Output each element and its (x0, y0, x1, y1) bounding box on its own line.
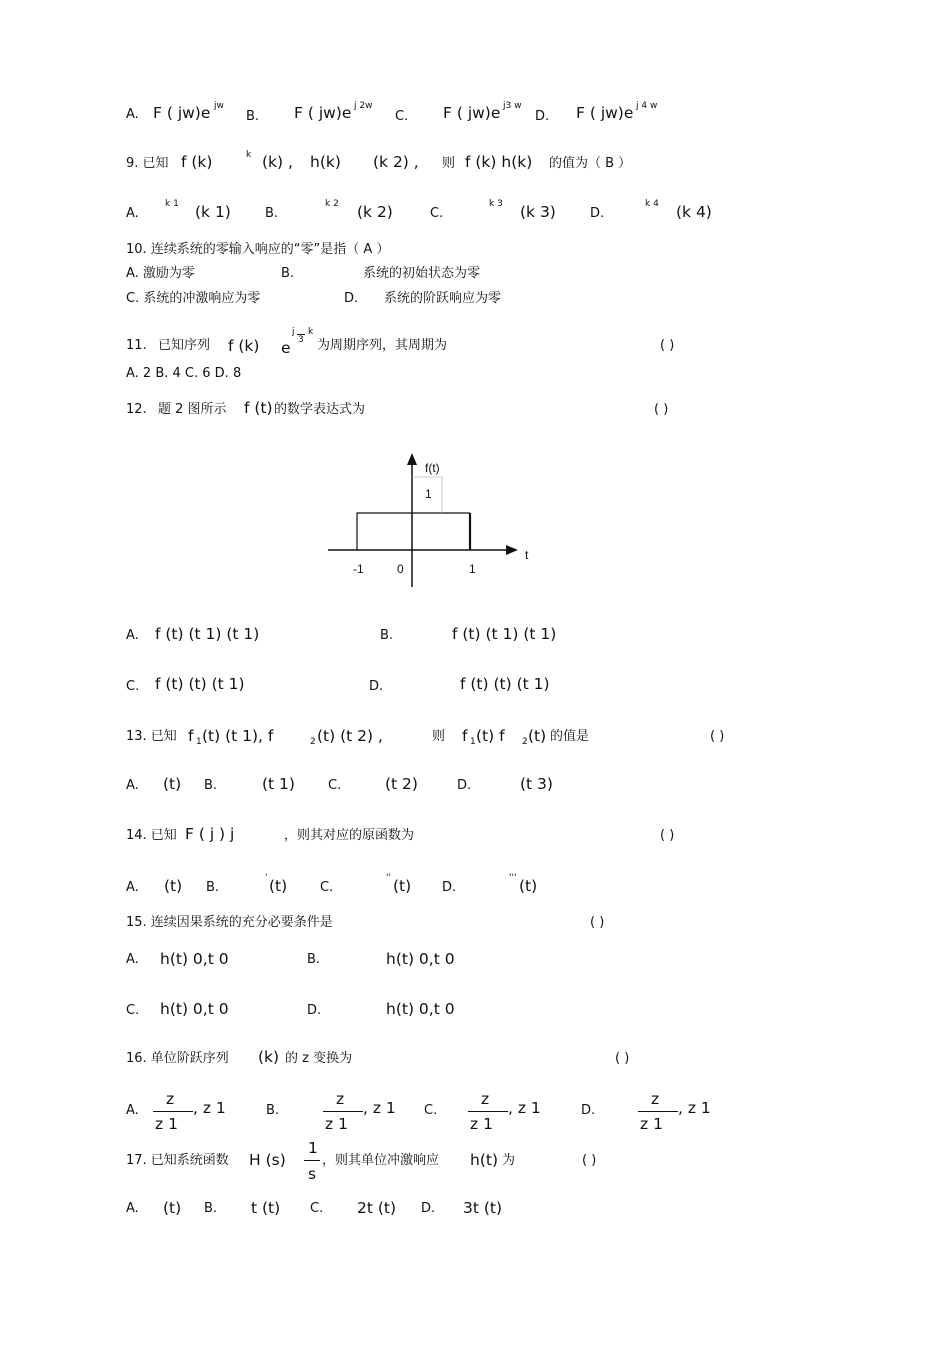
q13-option-a-letter: A. (126, 778, 139, 793)
q13-option-b-letter: B. (204, 778, 218, 793)
option-b-expr: F ( jw)e (294, 104, 352, 122)
q12-option-a-expr: f (t) (t 1) (t 1) (155, 625, 260, 643)
q13-conv-rest: (t) (528, 727, 547, 745)
q17-option-a-expr: (t) (163, 1199, 182, 1217)
q17-tail: 为 (502, 1153, 516, 1168)
q9-sup-k: k (246, 150, 252, 160)
option-c-expr: F ( jw)e (443, 104, 501, 122)
q9-option-c-arg: (k 3) (520, 203, 556, 221)
q16-option-c-letter: C. (424, 1103, 438, 1118)
q16-stem: 16. 单位阶跃序列 (126, 1051, 229, 1066)
q14-option-d-letter: D. (442, 880, 457, 895)
q16-option-b-num: z (336, 1090, 345, 1108)
q12-stem: 题 2 图所示 (158, 402, 227, 417)
q14-option-b-mark: ' (265, 873, 268, 883)
q14-tail: ，则其对应的原函数为 (284, 828, 415, 843)
q16-option-d-cond: , z 1 (678, 1099, 711, 1117)
q17-option-b-expr: t (t) (251, 1199, 281, 1217)
option-b-letter: B. (246, 109, 260, 124)
q13-f2-sub: 2 (310, 737, 316, 747)
q16-option-a-letter: A. (126, 1103, 139, 1118)
q10-stem: 10. 连续系统的零输入响应的“零”是指（ A ） (126, 242, 390, 257)
q16-option-d-den: z 1 (640, 1115, 663, 1133)
q15-option-c-letter: C. (126, 1003, 140, 1018)
q13-conv-f1: f (462, 727, 468, 745)
option-b-sup: j 2w (354, 101, 373, 111)
q9-fk: (k) , (262, 153, 293, 171)
q13-option-d-letter: D. (457, 778, 472, 793)
q9-option-d-sup: k 4 (645, 199, 659, 209)
q14-expr: F ( j ) j (185, 825, 235, 843)
q16-option-d-num: z (651, 1090, 660, 1108)
q15-option-d-expr: h(t) 0,t 0 (386, 1000, 455, 1018)
q9-f: f (k) (181, 153, 213, 171)
q11-known: 已知序列 (158, 338, 211, 353)
q12-option-c-expr: f (t) (t) (t 1) (155, 675, 245, 693)
q12-option-c-letter: C. (126, 679, 140, 694)
q11-number: 11. (126, 338, 147, 353)
q16-option-c-den: z 1 (470, 1115, 493, 1133)
q11-tail: 为周期序列，其周期为 (317, 338, 448, 353)
q15-answer-paren: ( ) (590, 915, 605, 930)
q14-option-c-letter: C. (320, 880, 334, 895)
q16-option-b-letter: B. (266, 1103, 280, 1118)
q14-option-b-letter: B. (206, 880, 220, 895)
q17-option-c-expr: 2t (t) (357, 1199, 397, 1217)
option-c-sup: j3 w (503, 101, 522, 111)
q16-option-a-cond: , z 1 (193, 1099, 226, 1117)
q11-exp-fraction-bar (297, 334, 305, 335)
q17-option-d-expr: 3t (t) (463, 1199, 503, 1217)
option-d-sup: j 4 w (636, 101, 658, 111)
x-axis-label: t (525, 548, 529, 562)
q9-option-c-letter: C. (430, 206, 444, 221)
q9-convolution: f (k) h(k) (465, 153, 533, 171)
q12-option-b-expr: f (t) (t 1) (t 1) (452, 625, 557, 643)
option-d-expr: F ( jw)e (576, 104, 634, 122)
q15-option-d-letter: D. (307, 1003, 322, 1018)
q12-option-a-letter: A. (126, 628, 139, 643)
q17-option-d-letter: D. (421, 1201, 436, 1216)
q13-option-c-letter: C. (328, 778, 342, 793)
q9-then: 则 (442, 156, 456, 171)
q12-f: f (t) (244, 399, 273, 417)
q13-option-d-expr: (t 3) (520, 775, 553, 793)
q16-option-b-fraction-bar (323, 1111, 363, 1112)
tick-neg1: -1 (353, 562, 364, 576)
q17-fraction-bar (304, 1160, 320, 1161)
q17-option-c-letter: C. (310, 1201, 324, 1216)
q17-prefix: 17. 已知系统函数 (126, 1153, 229, 1168)
q9-hk: (k 2) , (373, 153, 419, 171)
q9-h: h(k) (310, 153, 341, 171)
x-axis-arrow (506, 545, 518, 555)
q12-option-b-letter: B. (380, 628, 394, 643)
q11-exp-frac: 3 (298, 335, 304, 345)
q12-option-d-expr: f (t) (t) (t 1) (460, 675, 550, 693)
q15-option-a-letter: A. (126, 952, 139, 967)
q16-option-c-num: z (481, 1090, 490, 1108)
q16-tail: 的 z 变换为 (285, 1051, 353, 1066)
q13-option-b-expr: (t 1) (262, 775, 295, 793)
q16-option-d-letter: D. (581, 1103, 596, 1118)
q13-conv-f1-sub: 1 (470, 737, 476, 747)
q9-tail: 的值为（ B ） (549, 156, 632, 171)
level-label: 1 (425, 487, 432, 501)
q12-option-d-letter: D. (369, 679, 384, 694)
q13-f2-def: (t) (t 2) , (317, 727, 383, 745)
q10-option-b-text: 系统的初始状态为零 (363, 266, 481, 281)
q15-option-b-letter: B. (307, 952, 321, 967)
q11-exp-j: j (292, 327, 295, 337)
tick-0: 0 (397, 562, 404, 576)
q16-option-b-den: z 1 (325, 1115, 348, 1133)
q13-option-c-expr: (t 2) (385, 775, 418, 793)
q17-answer-paren: ( ) (582, 1153, 597, 1168)
option-d-letter: D. (535, 109, 550, 124)
q9-option-b-letter: B. (265, 206, 279, 221)
q17-ht: h(t) (470, 1151, 498, 1169)
q17-frac-den: s (308, 1165, 317, 1183)
q13-prefix: 13. 已知 (126, 729, 177, 744)
q14-option-c-mark: '' (386, 873, 391, 883)
q10-option-d-letter: D. (344, 291, 359, 306)
q15-option-a-expr: h(t) 0,t 0 (160, 950, 229, 968)
q14-option-a-letter: A. (126, 880, 139, 895)
q10-option-b-letter: B. (281, 266, 295, 281)
q16-option-c-cond: , z 1 (508, 1099, 541, 1117)
q13-f1-sub: 1 (196, 737, 202, 747)
q9-option-d-arg: (k 4) (676, 203, 712, 221)
q11-e: e (281, 339, 291, 357)
q17-h: H (s) (249, 1151, 286, 1169)
q17-option-a-letter: A. (126, 1201, 139, 1216)
q16-option-a-den: z 1 (155, 1115, 178, 1133)
q9-option-b-sup: k 2 (325, 199, 339, 209)
q12-number: 12. (126, 402, 147, 417)
q15-option-c-expr: h(t) 0,t 0 (160, 1000, 229, 1018)
q13-answer-paren: ( ) (710, 729, 725, 744)
q14-option-d-mark: ''' (509, 873, 517, 883)
q14-answer-paren: ( ) (660, 828, 675, 843)
q13-conv-f2-sub: 2 (522, 737, 528, 747)
q9-option-a-arg: (k 1) (195, 203, 231, 221)
pulse-top (357, 513, 470, 550)
q10-option-c: C. 系统的冲激响应为零 (126, 291, 261, 306)
q14-option-c-expr: (t) (393, 877, 412, 895)
q11-options: A. 2 B. 4 C. 6 D. 8 (126, 366, 242, 381)
q14-option-b-expr: (t) (269, 877, 288, 895)
y-axis-label: f(t) (425, 461, 440, 475)
q16-option-a-num: z (166, 1090, 175, 1108)
q17-mid: ，则其单位冲激响应 (322, 1153, 440, 1168)
q14-option-d-expr: (t) (519, 877, 538, 895)
q9-option-c-sup: k 3 (489, 199, 503, 209)
option-a-expr: F ( jw)e (153, 104, 211, 122)
q11-f: f (k) (228, 337, 260, 355)
q13-option-a-expr: (t) (163, 775, 182, 793)
q9-option-a-letter: A. (126, 206, 139, 221)
q13-then: 则 (432, 729, 446, 744)
q12-tail: 的数学表达式为 (274, 402, 366, 417)
q16-option-a-fraction-bar (153, 1111, 193, 1112)
q9-option-a-sup: k 1 (165, 199, 179, 209)
q16-answer-paren: ( ) (615, 1051, 630, 1066)
q16-option-c-fraction-bar (468, 1111, 508, 1112)
q10-option-a: A. 激励为零 (126, 266, 195, 281)
q12-figure (320, 445, 540, 595)
option-a-letter: A. (126, 107, 139, 122)
q16-option-d-fraction-bar (638, 1111, 678, 1112)
q9-option-b-arg: (k 2) (357, 203, 393, 221)
q9-option-d-letter: D. (590, 206, 605, 221)
option-a-sup: jw (214, 101, 224, 111)
q14-option-a-expr: (t) (164, 877, 183, 895)
q15-option-b-expr: h(t) 0,t 0 (386, 950, 455, 968)
q11-exp-k: k (308, 327, 314, 337)
q16-sequence: (k) (258, 1048, 280, 1066)
q10-option-d-text: 系统的阶跃响应为零 (384, 291, 502, 306)
q13-f1: f (188, 727, 194, 745)
q17-option-b-letter: B. (204, 1201, 218, 1216)
q15-stem: 15. 连续因果系统的充分必要条件是 (126, 915, 333, 930)
q13-tail: 的值是 (550, 729, 590, 744)
q12-answer-paren: ( ) (654, 402, 669, 417)
tick-1: 1 (469, 562, 476, 576)
q9-prefix: 9. 已知 (126, 156, 169, 171)
q17-frac-num: 1 (308, 1139, 318, 1157)
option-c-letter: C. (395, 109, 409, 124)
q13-f1-def: (t) (t 1), f (202, 727, 274, 745)
q11-answer-paren: ( ) (660, 338, 675, 353)
q14-prefix: 14. 已知 (126, 828, 177, 843)
q13-conv-mid: (t) f (476, 727, 505, 745)
q16-option-b-cond: , z 1 (363, 1099, 396, 1117)
y-axis-arrow (407, 453, 417, 465)
